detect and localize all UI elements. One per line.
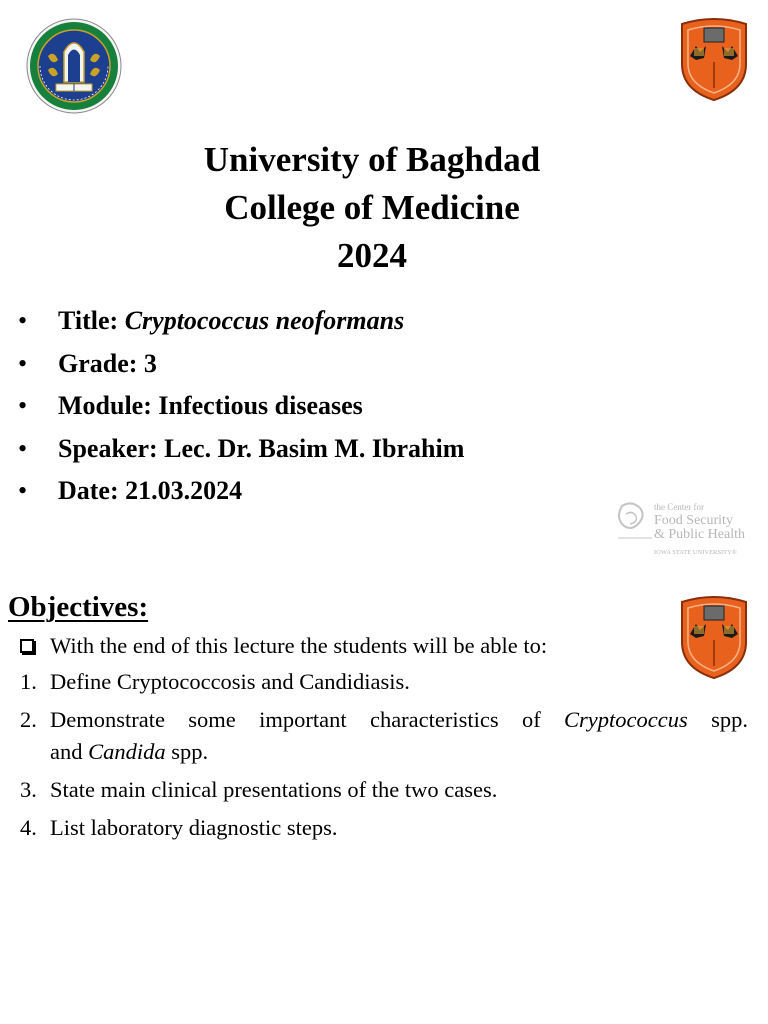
objective-text: Define Cryptococcosis and Candidiasis.: [50, 669, 410, 694]
university-name: University of Baghdad: [203, 140, 541, 179]
objective-text: Demonstrate some important characteristics of: [50, 707, 565, 732]
bullet: •: [18, 306, 28, 335]
objective-item: [20, 774, 748, 806]
objective-item: [20, 704, 748, 736]
objective-text: and: [50, 739, 89, 764]
objective-number: 3.: [20, 777, 37, 802]
info-label: Speaker:: [58, 433, 165, 463]
objective-item-continuation: [20, 736, 748, 768]
objective-text-italic: Cryptococcus: [564, 707, 688, 732]
cfsph-line2: Food Security: [654, 513, 733, 528]
info-value: Infectious diseases: [158, 391, 363, 420]
objective-text: List laboratory diagnostic steps.: [50, 815, 338, 840]
bullet: •: [18, 433, 28, 463]
objective-item: [20, 666, 748, 698]
lecture-info-list: [18, 300, 578, 513]
info-label: Module:: [58, 391, 159, 420]
info-speaker: [18, 428, 578, 471]
objectives-heading: Objectives:: [8, 591, 149, 623]
info-value: 3: [143, 348, 157, 378]
info-value: Lec. Dr. Basim M. Ibrahim: [164, 433, 465, 463]
info-label: Grade:: [58, 348, 144, 378]
info-value: Cryptococcus neoformans: [124, 306, 405, 335]
info-title: [18, 300, 578, 343]
cfsph-line1: the Center for: [654, 502, 704, 512]
cfsph-line3: & Public Health: [654, 527, 745, 542]
college-name: College of Medicine: [224, 188, 520, 227]
university-of-baghdad-logo: [26, 18, 122, 114]
info-label: Title:: [58, 306, 125, 335]
objective-number: 4.: [20, 815, 37, 840]
objectives-intro-text: With the end of this lecture the students will be able to:: [50, 633, 548, 658]
info-grade: [18, 343, 578, 386]
college-of-medicine-logo: [680, 18, 748, 102]
info-value: 21.03.2024: [125, 476, 243, 505]
objective-number: 1.: [20, 669, 37, 694]
objective-text-italic: Candida: [88, 739, 166, 764]
objective-text: State main clinical presentations of the two cases.: [50, 777, 498, 802]
info-module: [18, 385, 578, 428]
objective-text: spp.: [165, 739, 209, 764]
cfsph-logo: [616, 498, 752, 560]
bullet: •: [18, 391, 28, 420]
bullet: •: [18, 476, 28, 505]
objectives-intro: [20, 630, 748, 662]
info-date: [18, 470, 578, 513]
institution-header: [0, 136, 744, 280]
objective-text: spp.: [687, 707, 748, 732]
objective-number: 2.: [20, 707, 37, 732]
year: 2024: [337, 236, 407, 275]
objectives-list: [20, 630, 748, 844]
checkbox-icon: [20, 630, 34, 662]
cfsph-line4: IOWA STATE UNIVERSITY®: [654, 549, 737, 556]
info-label: Date:: [58, 476, 126, 505]
objective-item: [20, 812, 748, 844]
bullet: •: [18, 348, 28, 378]
